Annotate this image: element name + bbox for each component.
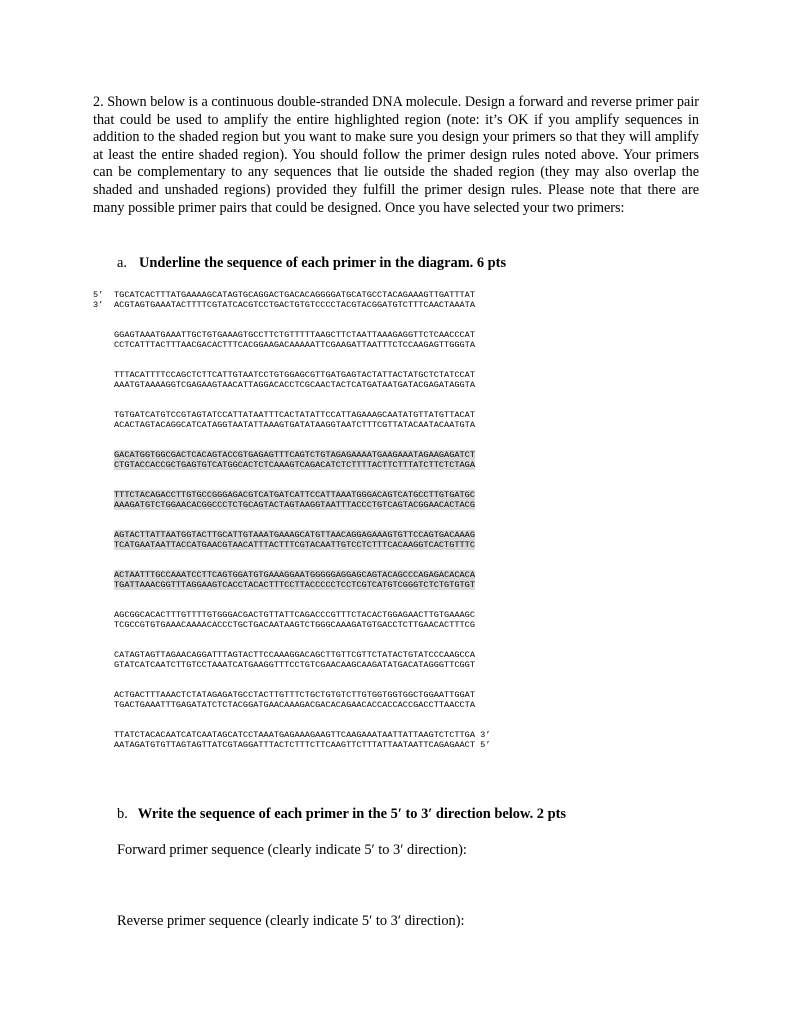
bottom-strand (93, 420, 713, 430)
bottom-strand (93, 500, 713, 510)
top-strand (93, 490, 713, 500)
part-a-label: a. (117, 255, 127, 271)
bottom-strand (93, 300, 713, 310)
sequence-text: TGATTAAACGGTTTAGGAAGTCACCTACACTTTCCTTACCCCCTCCTCGTCATGTCGGGTCTCTGTGTGT (114, 580, 475, 590)
bottom-strand (93, 540, 713, 550)
top-strand (93, 290, 713, 300)
bottom-strand (93, 580, 713, 590)
dna-strand-pair (93, 490, 713, 510)
bottom-strand (93, 740, 713, 750)
dna-strand-pair (93, 410, 713, 430)
sequence-text: TGTGATCATGTCCGTAGTATCCATTATAATTTCACTATATTCCATTAGAAAGCAATATGTTATGTTACAT (114, 410, 475, 420)
part-a-text: Underline the sequence of each primer in the diagram. 6 pts (139, 255, 507, 271)
sequence-text: CTGTACCACCGCTGAGTGTCATGGCACTCTCAAAGTCAGACATCTCTTTTACTTCTTTATCTTCTCTAGA (114, 460, 475, 470)
sequence-text: GGAGTAAATGAAATTGCTGTGAAAGTGCCTTCTGTTTTTAAGCTTCTAATTAAAGAGGTTCTCAACCCAT (114, 330, 475, 340)
bottom-strand (93, 460, 713, 470)
dna-strand-pair (93, 330, 713, 350)
top-strand (93, 530, 713, 540)
dna-sequence-diagram (93, 290, 713, 770)
sequence-text: AAAGATGTCTGGAACACGGCCCTCTGCAGTACTAGTAAGGTAATTTACCCTGTCAGTACGGAACACTACG (114, 500, 475, 510)
sequence-text: ACGTAGTGAAATACTTTTCGTATCACGTCCTGACTGTGTCCCCTACGTACGGATGTCTTTCAACTAAATA (114, 300, 475, 310)
sequence-text: TTTCTACAGACCTTGTGCCGGGAGACGTCATGATCATTCCATTAAATGGGACAGTCATGCCTTGTGATGC (114, 490, 475, 500)
top-strand (93, 730, 713, 740)
sequence-text: TCGCCGTGTGAAACAAAACACCCTGCTGACAATAAGTCTGGGCAAAGATGTGACCTCTTGAACACTTTCG (114, 620, 475, 630)
dna-strand-pair (93, 730, 713, 750)
sequence-text: ACTGACTTTAAACTCTATAGAGATGCCTACTTGTTTCTGCTGTGTCTTGTGGTGGTGGCTGGAATTGGAT (114, 690, 475, 700)
dna-strand-pair (93, 570, 713, 590)
bottom-strand (93, 620, 713, 630)
dna-strand-pair (93, 370, 713, 390)
bottom-strand (93, 700, 713, 710)
dna-strand-pair (93, 290, 713, 310)
sequence-text: CCTCATTTACTTTAACGACACTTTCACGGAAGACAAAAATTCGAAGATTAATTTCTCCAAGAGTTGGGTA (114, 340, 475, 350)
strand-end-label: 3’ (93, 300, 104, 310)
sequence-text: ACACTAGTACAGGCATCATAGGTAATATTAAAGTGATATAAGGTAATCTTTCGTTATACAATACAATGTA (114, 420, 475, 430)
sequence-text: AAATGTAAAAGGTCGAGAAGTAACATTAGGACACCTCGCAACTACTCATGATAATGATACGAGATAGGTA (114, 380, 475, 390)
dna-strand-pair (93, 530, 713, 550)
sequence-text: TGCATCACTTTATGAAAAGCATAGTGCAGGACTGACACAGGGGATGCATGCCTACAGAAAGTTGATTTAT (114, 290, 475, 300)
sequence-text: TGACTGAAATTTGAGATATCTCTACGGATGAACAAAGACGACACAGAACACCACCACCGACCTTAACCTA (114, 700, 475, 710)
sequence-text: AATAGATGTGTTAGTAGTTATCGTAGGATTTACTCTTTCTTCAAGTTCTTTATTAATAATTCAGAGAACT (114, 740, 475, 750)
sequence-text: TTTACATTTTCCAGCTCTTCATTGTAATCCTGTGGAGCGTTGATGAGTACTATTACTATGCTCTATCCAT (114, 370, 475, 380)
top-strand (93, 690, 713, 700)
part-b-label: b. (117, 806, 128, 822)
sequence-text: ACTAATTTGCCAAATCCTTCAGTGGATGTGAAAGGAATGGGGGAGGAGCAGTACAGCCCAGAGACACACA (114, 570, 475, 580)
dna-strand-pair (93, 650, 713, 670)
reverse-primer-prompt: Reverse primer sequence (clearly indicate 5′ to 3′ direction): (117, 913, 465, 929)
sequence-text: TCATGAATAATTACCATGAACGTAACATTTACTTTCGTACAATTGTCCTCTTTCACAAGGTCACTGTTTC (114, 540, 475, 550)
bottom-strand (93, 340, 713, 350)
sequence-text: GACATGGTGGCGACTCACAGTACCGTGAGAGTTTCAGTCTGTAGAGAAAATGAAGAAATAGAAGAGATCT (114, 450, 475, 460)
part-b-text: Write the sequence of each primer in the 5′ to 3′ direction below. 2 pts (137, 806, 566, 822)
top-strand (93, 410, 713, 420)
sequence-text: AGCGGCACACTTTGTTTTGTGGGACGACTGTTATTCAGACCCGTTTCTACACTGGAGAACTTGTGAAAGC (114, 610, 475, 620)
top-strand (93, 330, 713, 340)
dna-strand-pair (93, 610, 713, 630)
sequence-text: GTATCATCAATCTTGTCCTAAATCATGAAGGTTTCCTGTCGAACAAGCAAGATATGACATAGGGTTCGGT (114, 660, 475, 670)
top-strand (93, 570, 713, 580)
strand-end-label: 3’ (475, 730, 491, 740)
sequence-text: AGTACTTATTAATGGTACTTGCATTGTAAATGAAAGCATGTTAACAGGAGAAAGTGTTCCAGTGACAAAG (114, 530, 475, 540)
question-text: 2. Shown below is a continuous double-stranded DNA molecule. Design a forward and reverse primer pair that could be used to amplify the entire highlighted region (note: it’s OK if you amplify sequences in addition to the shaded region but you want to make sure you design your primers so that they will amplify at least the entire shaded region). You should follow the primer design rules noted above. Your primers can be complementary to any sequences that lie outside the shaded region (they may also overlap the shaded and unshaded regions) provided they fulfill the primer design rules. Please note that there are many possible primer pairs that could be designed. Once you have selected your two primers: (93, 94, 699, 216)
forward-primer-prompt: Forward primer sequence (clearly indicate 5′ to 3′ direction): (117, 842, 467, 858)
strand-end-label: 5’ (93, 290, 104, 300)
strand-end-label: 5’ (475, 740, 491, 750)
part-a-heading (117, 255, 506, 272)
bottom-strand (93, 380, 713, 390)
dna-strand-pair (93, 450, 713, 470)
dna-strand-pair (93, 690, 713, 710)
sequence-text: TTATCTACACAATCATCAATAGCATCCTAAATGAGAAAGAAGTTCAAGAAATAATTATTAAGTCTCTTGA (114, 730, 475, 740)
top-strand (93, 450, 713, 460)
top-strand (93, 650, 713, 660)
part-b-heading (117, 806, 566, 823)
top-strand (93, 610, 713, 620)
bottom-strand (93, 660, 713, 670)
top-strand (93, 370, 713, 380)
sequence-text: CATAGTAGTTAGAACAGGATTTAGTACTTCCAAAGGACAGCTTGTTCGTTCTATACTGTATCCCAAGCCA (114, 650, 475, 660)
